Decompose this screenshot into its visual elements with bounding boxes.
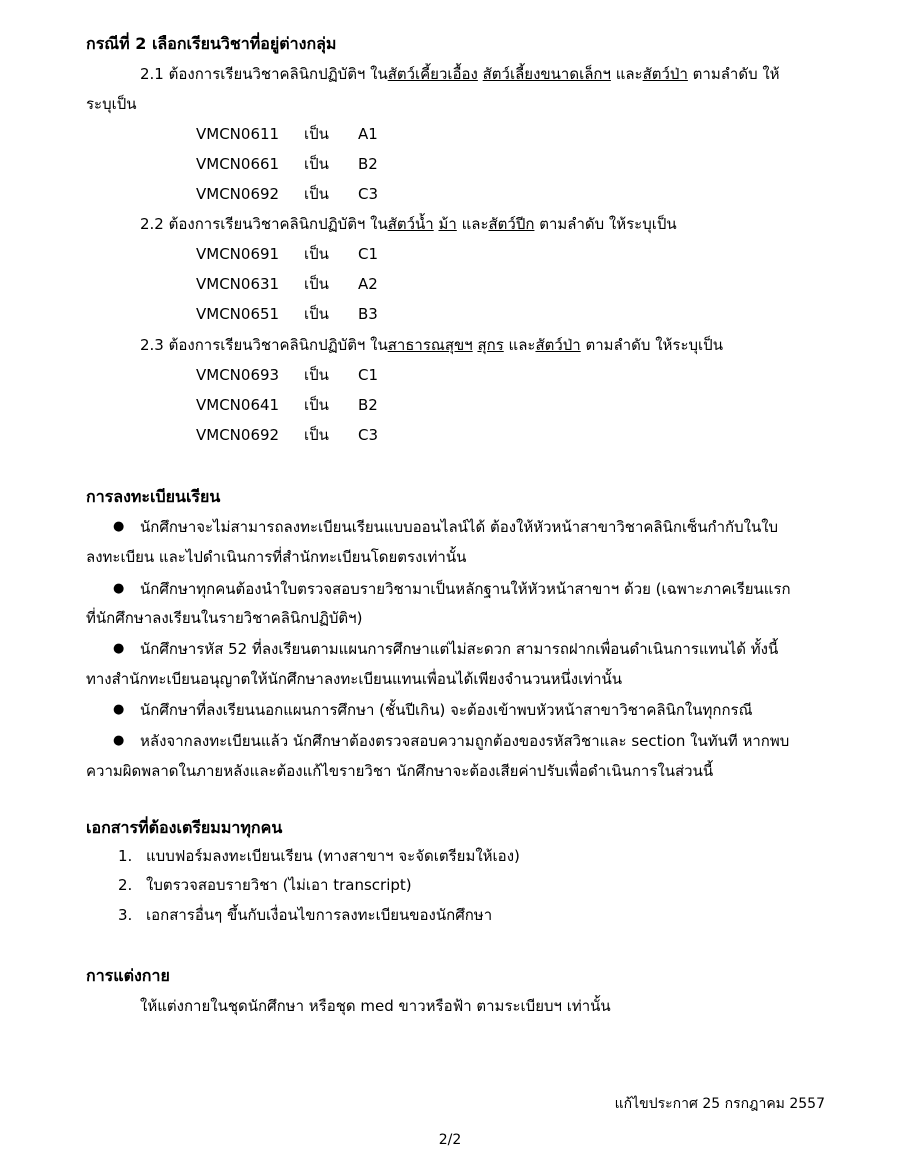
course-code: VMCN0651 [196, 305, 280, 323]
course-code: VMCN0692 [196, 426, 280, 444]
course-code: VMCN0692 [196, 185, 280, 203]
registration-heading: การลงทะเบียนเรียน [86, 487, 221, 506]
registration-item-1-line-2: ลงทะเบียน และไปดำเนินการที่สำนักทะเบียนโดยตรงเท่านั้น [86, 548, 467, 566]
section-2-3-wildlife: สัตว์ป่า [535, 336, 581, 354]
section-2-2-avian: สัตว์ปีก [488, 215, 535, 233]
section-2-1-cont: ระบุเป็น [86, 95, 137, 113]
course-code: VMCN0661 [196, 155, 280, 173]
is-label: เป็น [304, 396, 329, 414]
registration-item-4-line-1: นักศึกษาที่ลงเรียนนอกแผนการศึกษา (ชั้นปีเกิน) จะต้องเข้าพบหัวหน้าสาขาวิชาคลินิกในทุกกรณี [140, 701, 753, 719]
is-label: เป็น [304, 155, 329, 173]
group-code: A2 [358, 275, 378, 293]
group-code: C3 [358, 426, 379, 444]
list-number: 3. [118, 906, 133, 924]
section-2-2-and: และ [461, 215, 489, 233]
course-code: VMCN0641 [196, 396, 280, 414]
section-2-1-and: และ [615, 65, 643, 83]
group-code: B2 [358, 396, 378, 414]
section-2-1-intro [140, 59, 780, 89]
is-label: เป็น [304, 245, 329, 263]
course-code: VMCN0631 [196, 275, 280, 293]
document-item-1: แบบฟอร์มลงทะเบียนเรียน (ทางสาขาฯ จะจัดเตรียมให้เอง) [146, 847, 520, 865]
section-2-3-post: ตามลำดับ ให้ระบุเป็น [585, 336, 723, 354]
bullet-icon: ● [113, 641, 125, 656]
group-code: C3 [358, 185, 379, 203]
registration-item-2-line-2: ที่นักศึกษาลงเรียนในรายวิชาคลินิกปฏิบัติฯ) [86, 609, 363, 627]
list-number: 1. [118, 847, 133, 865]
code-row [196, 299, 596, 329]
documents-heading: เอกสารที่ต้องเตรียมมาทุกคน [86, 818, 283, 837]
document-item-2: ใบตรวจสอบรายวิชา (ไม่เอา transcript) [146, 876, 412, 894]
group-code: C1 [358, 245, 379, 263]
case2-heading: กรณีที่ 2 เลือกเรียนวิชาที่อยู่ต่างกลุ่ม [86, 34, 337, 53]
section-2-3-public-health: สาธารณสุขฯ [387, 336, 473, 354]
section-2-1-small-animal: สัตว์เลี้ยงขนาดเล็กฯ [482, 65, 611, 83]
section-2-2-equine: ม้า [438, 215, 457, 233]
section-2-1-pre: 2.1 ต้องการเรียนวิชาคลินิกปฏิบัติฯ ใน [140, 65, 388, 83]
group-code: A1 [358, 125, 378, 143]
dress-heading: การแต่งกาย [86, 966, 170, 985]
registration-item-3-line-2: ทางสำนักทะเบียนอนุญาตให้นักศึกษาลงทะเบียนแทนเพื่อนได้เพียงจำนวนหนึ่งเท่านั้น [86, 670, 623, 688]
code-row [196, 269, 596, 299]
bullet-icon: ● [113, 733, 125, 748]
is-label: เป็น [304, 125, 329, 143]
section-2-2-pre: 2.2 ต้องการเรียนวิชาคลินิกปฏิบัติฯ ใน [140, 215, 388, 233]
registration-item-3-line-1: นักศึกษารหัส 52 ที่ลงเรียนตามแผนการศึกษาแต่ไม่สะดวก สามารถฝากเพื่อนดำเนินการแทนได้ ทั้งนี้ [140, 640, 779, 658]
is-label: เป็น [304, 185, 329, 203]
group-code: B2 [358, 155, 378, 173]
registration-item-5-line-1: หลังจากลงทะเบียนแล้ว นักศึกษาต้องตรวจสอบความถูกต้องของรหัสวิชาและ section ในทันที หากพบ [140, 732, 790, 750]
group-code: C1 [358, 366, 379, 384]
registration-item-5-line-2: ความผิดพลาดในภายหลังและต้องแก้ไขรายวิชา นักศึกษาจะต้องเสียค่าปรับเพื่อดำเนินการในส่วนนี้ [86, 762, 714, 780]
code-row [196, 149, 596, 179]
is-label: เป็น [304, 305, 329, 323]
code-row [196, 360, 596, 390]
bullet-icon: ● [113, 581, 125, 596]
code-row [196, 179, 596, 209]
registration-item-1-line-1: นักศึกษาจะไม่สามารถลงทะเบียนเรียนแบบออนไลน์ได้ ต้องให้หัวหน้าสาขาวิชาคลินิกเซ็นกำกับในใบ [140, 518, 779, 536]
section-2-1-wildlife: สัตว์ป่า [642, 65, 688, 83]
code-row [196, 119, 596, 149]
revision-note: แก้ไขประกาศ 25 กรกฎาคม 2557 [614, 1096, 825, 1112]
section-2-2-post: ตามลำดับ ให้ระบุเป็น [539, 215, 677, 233]
section-2-3-swine: สุกร [477, 336, 504, 354]
section-2-2-aquatic: สัตว์น้ำ [387, 215, 434, 233]
course-code: VMCN0693 [196, 366, 280, 384]
section-2-3-intro [140, 330, 723, 360]
code-row [196, 390, 596, 420]
bullet-icon: ● [113, 702, 125, 717]
course-code: VMCN0611 [196, 125, 280, 143]
is-label: เป็น [304, 275, 329, 293]
section-2-1-post: ตามลำดับ ให้ [692, 65, 780, 83]
section-2-3-pre: 2.3 ต้องการเรียนวิชาคลินิกปฏิบัติฯ ใน [140, 336, 388, 354]
code-row [196, 420, 596, 450]
section-2-3-and: และ [508, 336, 536, 354]
section-2-1-ruminant: สัตว์เคี้ยวเอื้อง [387, 65, 478, 83]
section-2-2-intro [140, 209, 677, 239]
registration-item-2-line-1: นักศึกษาทุกคนต้องนำใบตรวจสอบรายวิชามาเป็นหลักฐานให้หัวหน้าสาขาฯ ด้วย (เฉพาะภาคเรียนแรก [140, 580, 791, 598]
is-label: เป็น [304, 426, 329, 444]
code-row [196, 239, 596, 269]
group-code: B3 [358, 305, 378, 323]
list-number: 2. [118, 876, 133, 894]
course-code: VMCN0691 [196, 245, 280, 263]
dress-text: ให้แต่งกายในชุดนักศึกษา หรือชุด med ขาวหรือฟ้า ตามระเบียบฯ เท่านั้น [140, 997, 611, 1015]
page-number: 2/2 [438, 1132, 462, 1148]
bullet-icon: ● [113, 519, 125, 534]
document-item-3: เอกสารอื่นๆ ขึ้นกับเงื่อนไขการลงทะเบียนของนักศึกษา [146, 906, 493, 924]
is-label: เป็น [304, 366, 329, 384]
